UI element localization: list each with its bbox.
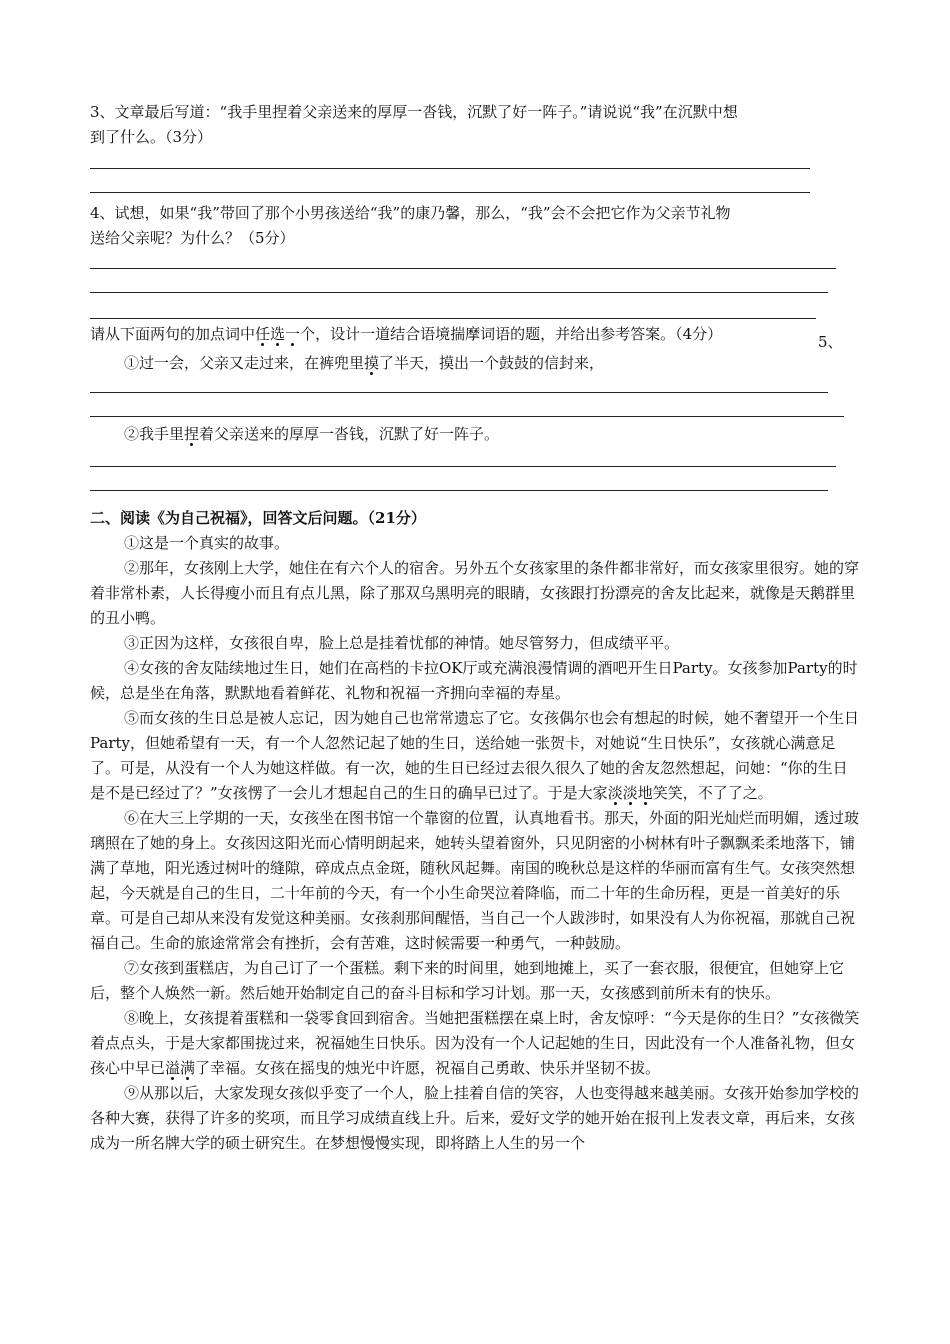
section-2-heading: 二、阅读《为自己祝福》，回答文后问题。（21分）: [90, 509, 426, 527]
sentence-text: ②我手里: [124, 425, 185, 443]
answer-line[interactable]: [90, 192, 810, 193]
answer-line[interactable]: [90, 466, 836, 467]
answer-line[interactable]: [90, 168, 810, 169]
paragraph-3: ③正因为这样，女孩很自卑，脸上总是挂着忧郁的神情。她尽管努力，但成绩平平。: [124, 634, 680, 652]
question-5-sentence-2-block: [90, 422, 860, 447]
answer-line[interactable]: [90, 490, 828, 491]
question-3-line-2: 到了什么。（3分）: [90, 128, 213, 146]
question-5: [90, 322, 860, 376]
question-5-prompt-text: 个，设计一道结合语境揣摩词语的题，并给出参考答案。（4分）: [300, 325, 723, 343]
dotted-word-char: 地: [637, 784, 653, 802]
sentence-text: 着父亲送来的厚厚一沓钱，沉默了好一阵子。: [199, 425, 500, 443]
question-3: [90, 100, 860, 150]
paragraph-text: ⑤而女孩的生日总是被人忘记，因为她自己也常常遗忘了它。女孩偶尔也会有想起的时候，她不奢望开一个生日Party，但她希望有一天，有一个人忽然记起了她的生日，送给她一张贺卡，对她说“生日快乐”，女孩就心满意足了。可是，从没有一个人为她这样做。有一次，她的生日已经过去很久很久了她的舍友忽然想起，问她：“你的生日是不是已经过了？”女孩愣了一会儿才想起自己的生日的确早已过了。于是大家: [90, 709, 860, 802]
question-4: [90, 201, 860, 251]
dotted-word-char: 任: [255, 325, 271, 343]
paragraph-8: [90, 1006, 862, 1081]
paragraph-1: ①这是一个真实的故事。: [124, 534, 290, 552]
question-4-line-2: 送给父亲呢？为什么？（5分）: [90, 229, 295, 247]
reading-passage: [90, 506, 862, 1156]
dotted-word-char: 淡: [622, 784, 638, 802]
question-5-sentence-1: [90, 351, 860, 376]
paragraph-text: ⑧晚上，女孩提着蛋糕和一袋零食回到宿舍。当她把蛋糕摆在桌上时，舍友惊呼：“今天是你的生日？”女孩微笑着点点头，于是大家都围拢过来，祝福她生日快乐。因为没有一个人记起她的生日，因此没有一个人准备礼物，但女孩心中早已: [90, 1009, 860, 1077]
dotted-word-char: 淡: [607, 784, 623, 802]
question-5-sentence-2: [90, 422, 860, 447]
answer-line[interactable]: [90, 318, 816, 319]
paragraph-6: ⑥在大三上学期的一天，女孩坐在图书馆一个靠窗的位置，认真地看书。那天，外面的阳光灿烂而明媚，透过玻璃照在了她的身上。女孩因这阳光而心情明朗起来，她转头望着窗外，只见阴密的小树林有叶子飘飘柔柔地落下，铺满了草地，阳光透过树叶的缝隙，碎成点点金斑，随秋风起舞。南国的晚秋总是这样的华丽而富有生气。女孩突然想起，今天就是自己的生日，二十年前的今天，有一个小生命哭泣着降临，而二十年的生命历程，更是一首美好的乐章。可是自己却从来没有发觉这种美丽。女孩刹那间醒悟，当自己一个人跋涉时，如果没有人为你祝福，那就自己祝福自己。生命的旅途常常会有挫折，会有苦难，这时候需要一种勇气，一种鼓励。: [90, 809, 860, 952]
paragraph-2: ②那年，女孩刚上大学，她住在有六个人的宿舍。另外五个女孩家里的条件都非常好，而女孩家里很穷。她的穿着非常朴素，人长得瘦小而且有点儿黑，除了那双乌黑明亮的眼睛，女孩跟打扮漂亮的舍友比起来，就像是天鹅群里的丑小鸭。: [90, 559, 860, 627]
paragraph-9: ⑨从那以后，大家发现女孩似乎变了一个人，脸上挂着自信的笑容，人也变得越来越美丽。女孩开始参加学校的各种大赛，获得了许多的奖项，而且学习成绩直线上升。后来，爱好文学的她开始在报刊上发表文章，再后来，女孩成为一所名牌大学的硕士研究生。在梦想慢慢实现，即将踏上人生的另一个: [90, 1084, 860, 1152]
dotted-word-char: 一: [285, 325, 301, 343]
question-5-prompt-text: 请从下面两句的加点词中: [90, 325, 256, 343]
question-5-number: 5、: [818, 333, 843, 351]
answer-line[interactable]: [90, 268, 836, 269]
dotted-word-char: 满: [180, 1059, 196, 1077]
sentence-text: ①过一会，父亲又走过来，在裤兜里: [124, 354, 365, 372]
dotted-word-char: 选: [270, 325, 286, 343]
question-3-line-1: 3、文章最后写道：“我手里捏着父亲送来的厚厚一沓钱，沉默了好一阵子。”请说说“我”在沉默中想: [90, 103, 738, 121]
paragraph-7: ⑦女孩到蛋糕店，为自己订了一个蛋糕。剩下来的时间里，她到地摊上，买了一套衣服，很便宜，但她穿上它后，整个人焕然一新。然后她开始制定自己的奋斗目标和学习计划。那一天，女孩感到前所未有的快乐。: [90, 959, 845, 1002]
answer-line[interactable]: [90, 292, 828, 293]
paragraph-4: ④女孩的舍友陆续地过生日，她们在高档的卡拉OK厅或充满浪漫情调的酒吧开生日Party。女孩参加Party的时候，总是坐在角落，默默地看着鲜花、礼物和祝福一齐拥向幸福的寿星。: [90, 659, 858, 702]
dotted-word-char: 溢: [165, 1059, 181, 1077]
sentence-text: 了半天，摸出一个鼓鼓的信封来，: [379, 354, 605, 372]
answer-line[interactable]: [90, 392, 828, 393]
question-5-prompt: [90, 322, 860, 347]
question-4-line-1: 4、试想，如果“我”带回了那个小男孩送给“我”的康乃馨，那么，“我”会不会把它作为父亲节礼物: [90, 204, 731, 222]
answer-line[interactable]: [90, 416, 844, 417]
paragraph-text: 了幸福。女孩在摇曳的烛光中许愿，祝福自己勇敢、快乐并坚韧不拔。: [195, 1059, 661, 1077]
paragraph-text: 笑笑，不了了之。: [652, 784, 773, 802]
dotted-word-mo: 摸: [364, 354, 380, 372]
dotted-word-nie: 捏: [184, 425, 200, 443]
paragraph-5: [90, 706, 862, 806]
